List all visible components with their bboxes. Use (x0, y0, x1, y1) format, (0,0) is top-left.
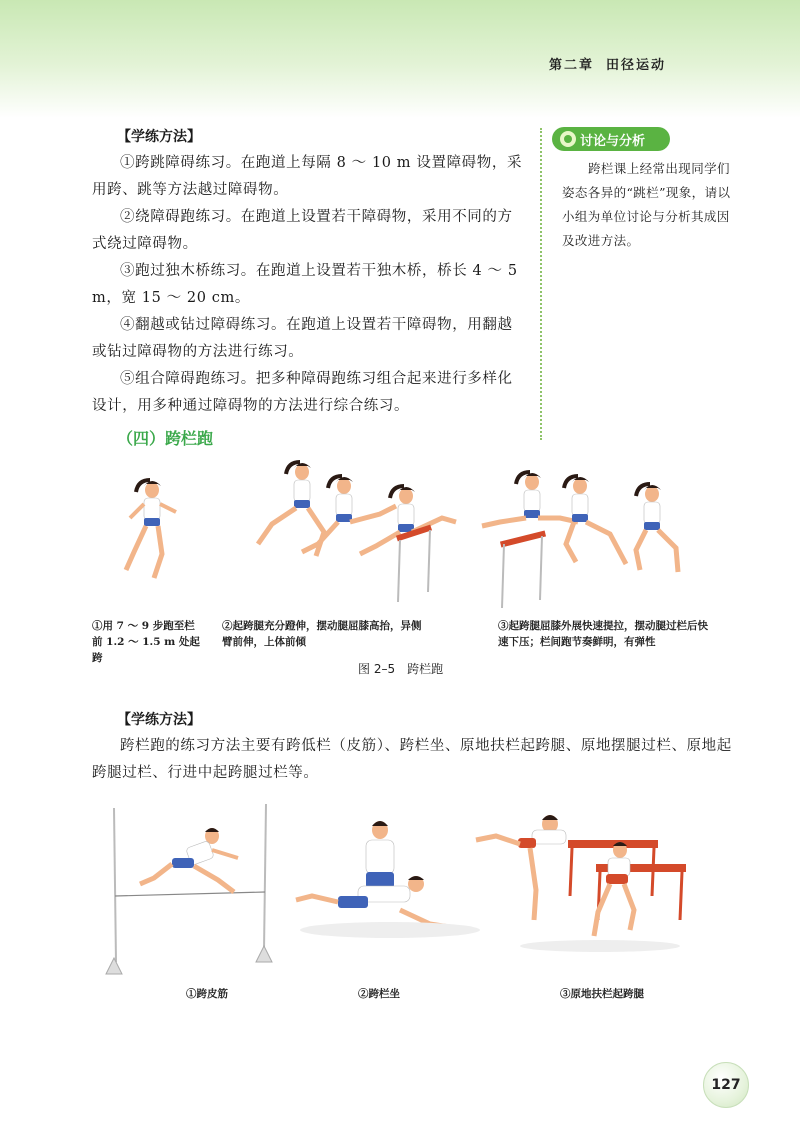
drill-caption-2: ②跨栏坐 (358, 988, 400, 1000)
discussion-badge (552, 127, 670, 151)
hurdle-drills-illustration (100, 800, 720, 982)
paragraph-1: ①跨跳障碍练习。在跑道上每隔 8 ～ 10 m 设置障碍物，采用跨、跳等方法越过障碍物。 (92, 155, 523, 198)
paragraph-5: ⑤组合障碍跑练习。把多种障碍跑练习组合起来进行多样化设计，用多种通过障碍物的方法进行综合练习。 (92, 371, 513, 414)
discussion-icon (560, 131, 576, 147)
drill-hold-hurdle (476, 815, 686, 952)
runner-approach (126, 480, 176, 578)
figure-caption-3: ③起跨腿屈膝外展快速提拉，摆动腿过栏后快速下压；栏间跑节奏鲜明，有弹性 (498, 620, 708, 648)
paragraph-2: ②绕障碍跑练习。在跑道上设置若干障碍物，采用不同的方式绕过障碍物。 (92, 209, 513, 252)
discussion-text: 跨栏课上经常出现同学们姿态各异的“跳栏”现象，请以小组为单位讨论与分析其成因及改进方法。 (562, 161, 731, 248)
chapter-title: 田径运动 (605, 58, 666, 73)
section-label: 【学练方法】 (117, 129, 201, 145)
chapter-header (549, 54, 666, 73)
page-number: 127 (703, 1062, 749, 1108)
figure-caption-1: ①用 7 ～ 9 步跑至栏前 1.2 ～ 1.5 m 处起跨 (92, 620, 200, 664)
discussion-badge-label: 讨论与分析 (580, 133, 646, 149)
runner-takeoff-1 (258, 462, 324, 556)
hurdle-sequence-illustration (80, 452, 730, 612)
paragraph-4: ④翻越或钻过障碍练习。在跑道上设置若干障碍物，用翻越或钻过障碍物的方法进行练习。 (92, 317, 513, 360)
hurdle-1 (396, 525, 432, 602)
chapter-number: 第二章 (548, 58, 594, 73)
section-label-2: 【学练方法】 (117, 712, 201, 728)
runner-clearance-2 (564, 476, 626, 564)
paragraph-6: 跨栏跑的练习方法主要有跨低栏（皮筋）、跨栏坐、原地扶栏起跨腿、原地摆腿过栏、原地起跨腿过栏、行进中起跨腿过栏等。 (92, 738, 732, 781)
paragraph-3: ③跑过独木桥练习。在跑道上设置若干独木桥，桥长 4 ～ 5 m，宽 15 ～ 20 cm。 (92, 263, 518, 306)
runner-takeoff-3 (360, 486, 456, 554)
figure-title: 图 2–5 跨栏跑 (358, 662, 444, 676)
sidebar-divider (540, 128, 542, 440)
drill-elastic-cord (106, 804, 272, 974)
subsection-heading: （四）跨栏跑 (117, 429, 214, 448)
drill-caption-3: ③原地扶栏起跨腿 (560, 988, 644, 1000)
drill-hurdle-sit (296, 821, 480, 938)
runner-clearance-3 (636, 484, 678, 572)
hurdle-2 (500, 531, 546, 608)
header-band (0, 0, 800, 118)
drill-caption-1: ①跨皮筋 (186, 988, 228, 1000)
figure-caption-2: ②起跨腿充分蹬伸，摆动腿屈膝高抬，异侧臂前伸，上体前倾 (222, 620, 422, 648)
runner-clearance-1 (482, 472, 578, 526)
